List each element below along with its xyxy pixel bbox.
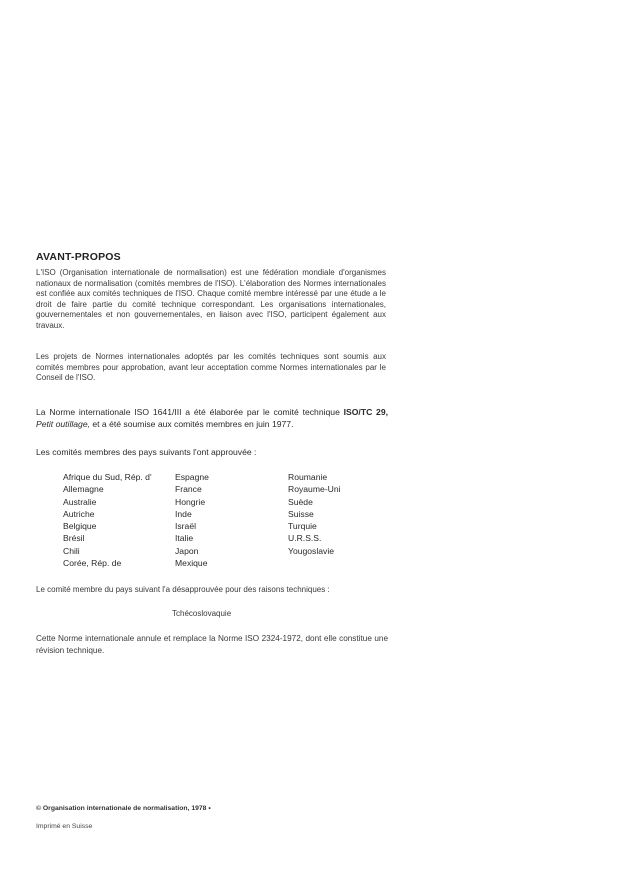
approving-countries-column-3 — [288, 471, 341, 557]
copyright-notice: © Organisation internationale de normalisation, 1978 • — [36, 805, 211, 812]
committee-title: Petit outillage, — [36, 419, 90, 429]
country: Yougoslavie — [288, 545, 335, 556]
approval-label: Les comités membres des pays suivants l'ont approuvée : — [36, 447, 257, 457]
country: Afrique du Sud, Rép. d' — [63, 472, 152, 482]
standard-statement — [36, 406, 388, 430]
standard-line-2: et a été soumise aux comités membres en juin 1977. — [92, 419, 294, 429]
disapproving-country: Tchécoslovaquie — [172, 609, 232, 618]
country: Chili — [63, 545, 80, 556]
country: Suède — [288, 496, 313, 507]
approving-countries-column-1 — [63, 471, 152, 569]
country: Autriche — [63, 508, 95, 519]
foreword-paragraph-1: L'ISO (Organisation internationale de normalisation) est une fédération mondiale d'organismes nationaux de normalisation (comités membres de l'ISO). L'élaboration des Normes internationales est confiée aux comités techniques de l'ISO. Chaque comité membre intéressé par une étude a le droit de faire partie du comité technique correspondant. Les organisations internationales, gouvernementales et non gouvernementales, en liaison avec l'ISO, participent également aux travaux. — [36, 268, 386, 330]
disapproval-label: Le comité membre du pays suivant l'a désapprouvée pour des raisons techniques : — [36, 585, 330, 594]
country: Brésil — [63, 533, 85, 544]
country: Hongrie — [175, 496, 206, 507]
page-title: AVANT-PROPOS — [36, 251, 121, 263]
country: Espagne — [175, 472, 209, 482]
country: Belgique — [63, 521, 97, 532]
foreword-paragraph-2: Les projets de Normes internationales adoptés par les comités techniques sont soumis aux comités membres pour approbation, avant leur acceptation comme Normes internationales par le Conseil de l'ISO. — [36, 352, 386, 383]
printed-in-note: Imprimé en Suisse — [36, 823, 93, 830]
country: Suisse — [288, 508, 314, 519]
standard-line-1: La Norme internationale ISO 1641/III a été élaborée par le comité technique — [36, 407, 340, 417]
country: Israël — [175, 521, 197, 532]
country: Corée, Rép. de — [63, 558, 122, 569]
country: Inde — [175, 508, 192, 519]
country: Roumanie — [288, 472, 328, 482]
country: Royaume-Uni — [288, 484, 341, 495]
country: Mexique — [175, 558, 208, 569]
country: Japon — [175, 545, 199, 556]
approving-countries-column-2 — [175, 471, 209, 569]
country: Turquie — [288, 521, 317, 532]
country: Australie — [63, 496, 97, 507]
country: France — [175, 484, 202, 495]
replacement-note: Cette Norme internationale annule et remplace la Norme ISO 2324-1972, dont elle constitue une révision technique. — [36, 634, 388, 655]
country: U.R.S.S. — [288, 533, 322, 544]
country: Allemagne — [63, 484, 104, 495]
country: Italie — [175, 533, 194, 544]
technical-committee: ISO/TC 29, — [343, 407, 388, 417]
